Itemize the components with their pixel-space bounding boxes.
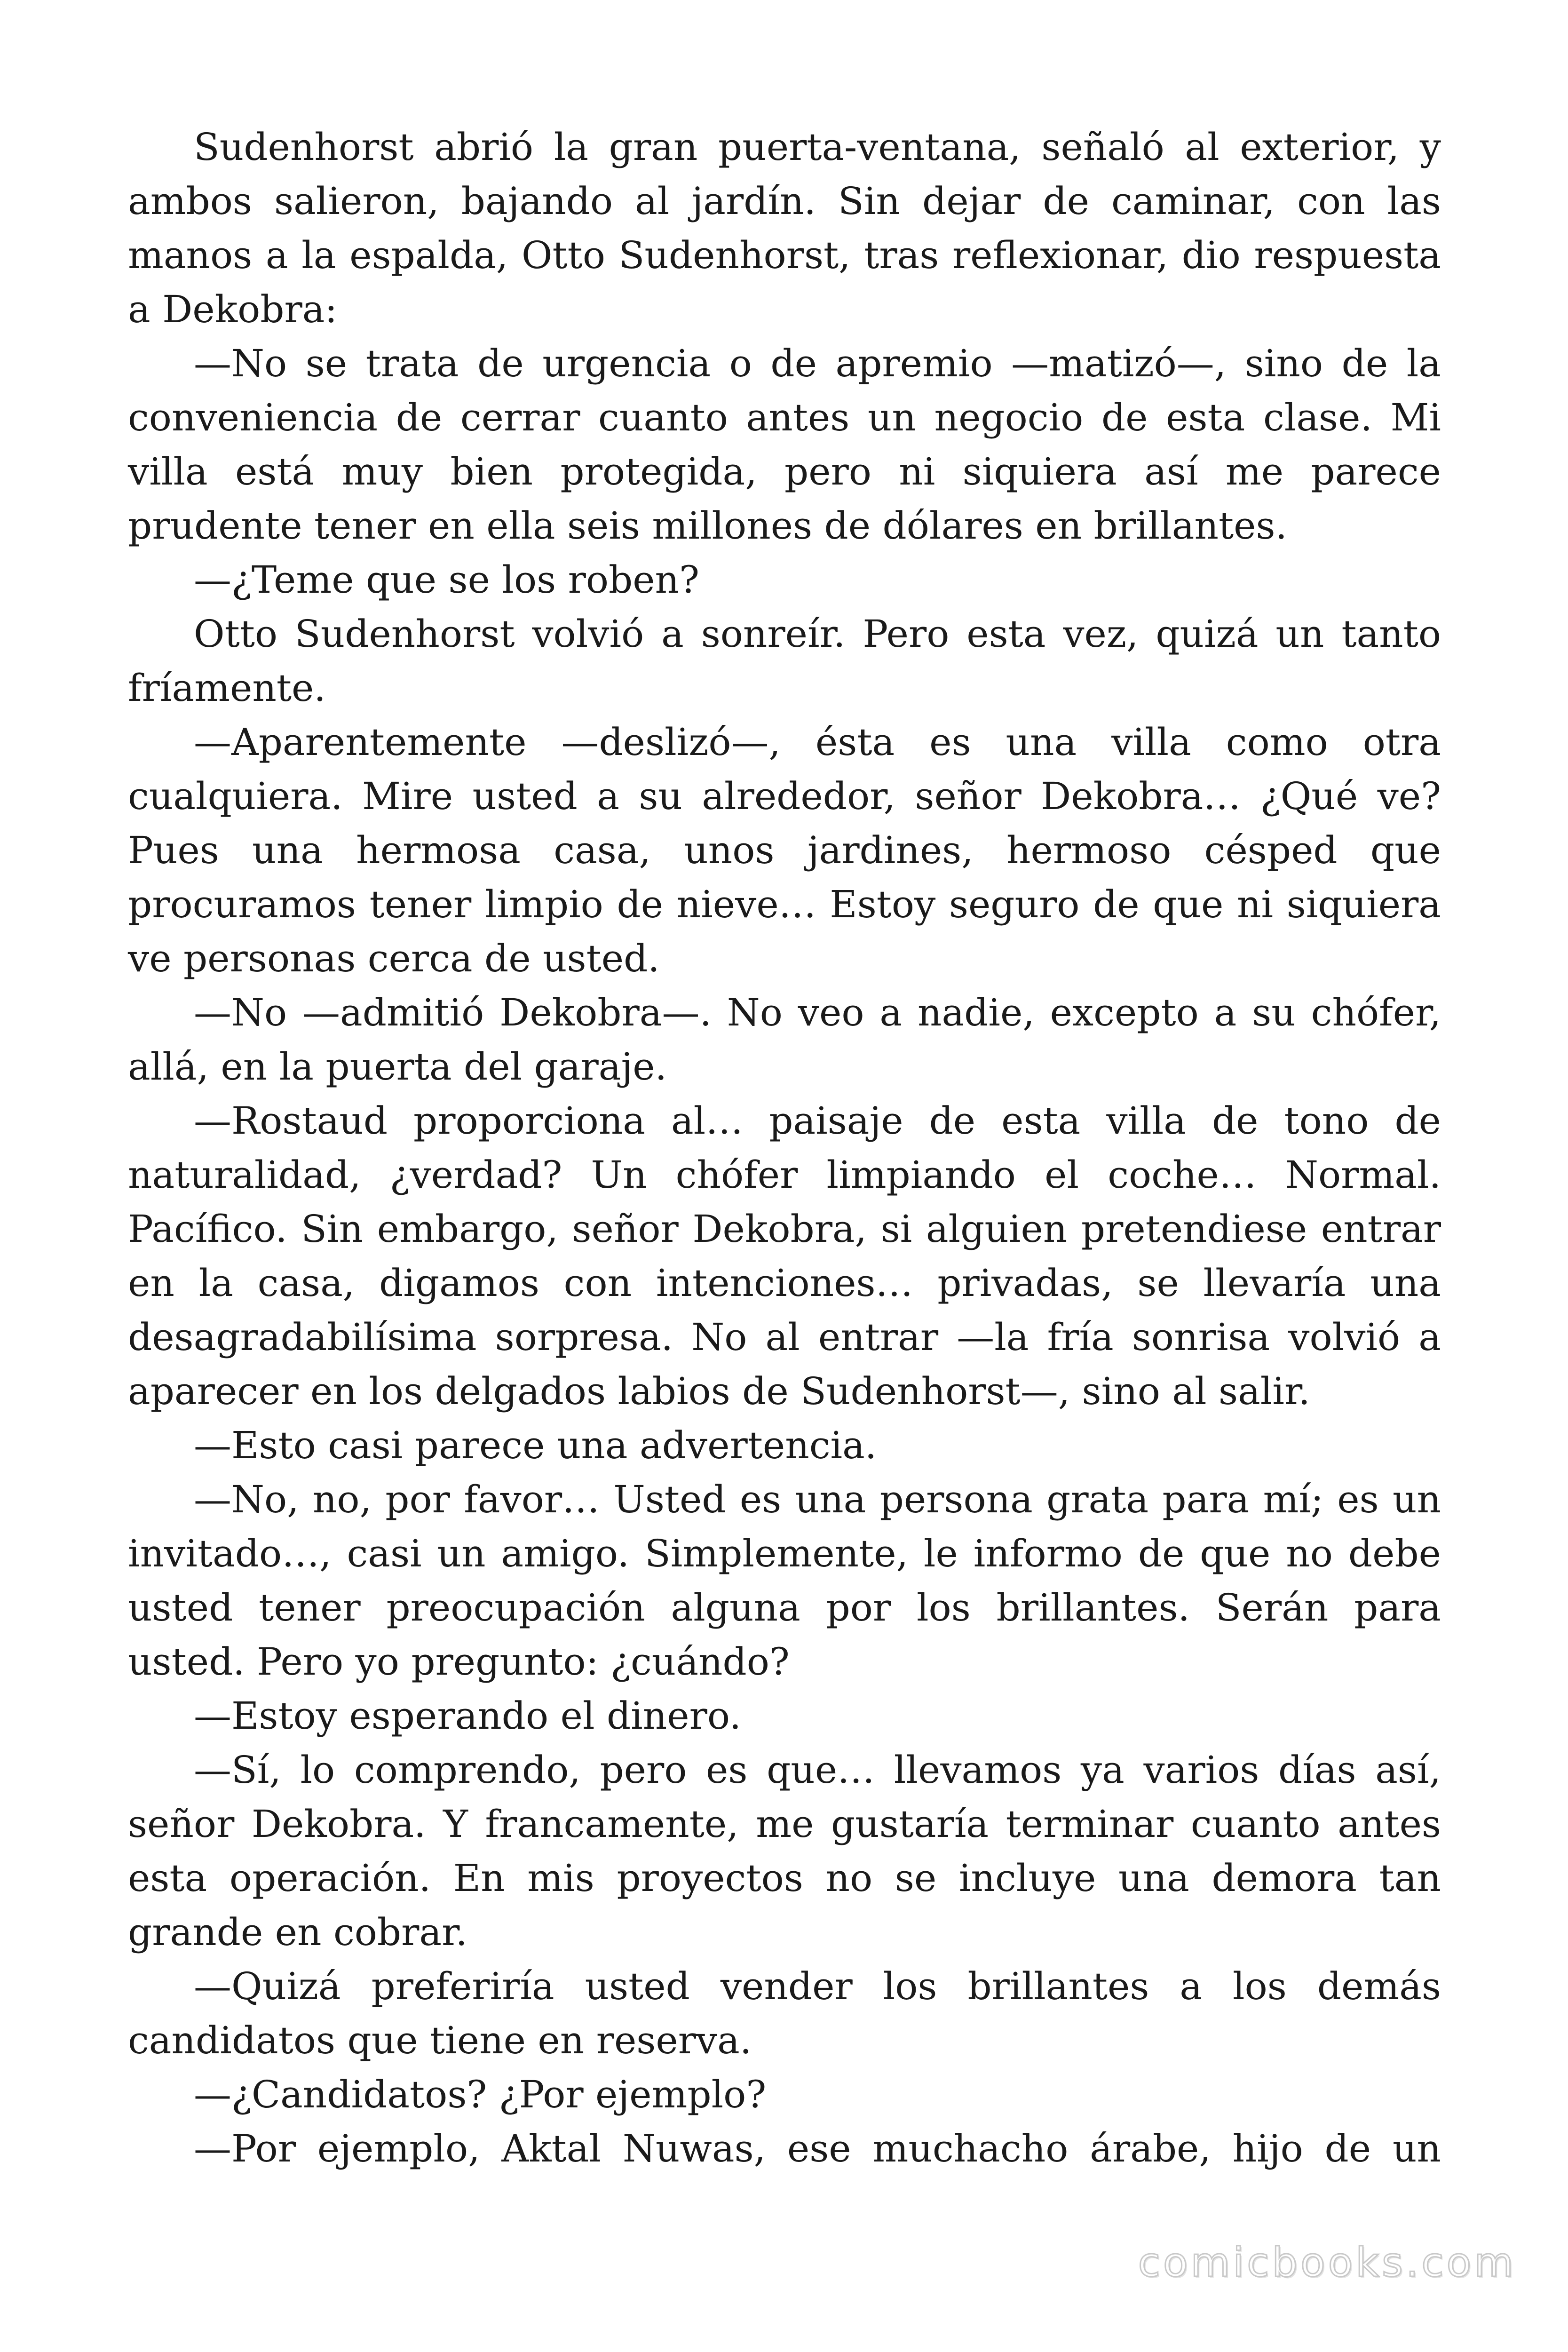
paragraph: —Esto casi parece una advertencia. — [194, 1423, 877, 1467]
paragraph: Sudenhorst abrió la gran puerta-ventana, señaló al exterior, y ambos salieron, bajando al jardín. Sin dejar de caminar, con las manos a la espalda, Otto Sudenhorst, tras reflexionar, dio respuesta a Dekobra: — [128, 125, 1441, 331]
paragraph: —Quizá preferiría usted vender los brillantes a los demás candidatos que tiene en reserva. — [128, 1964, 1441, 2062]
paragraph: —Rostaud proporciona al… paisaje de esta villa de tono de naturalidad, ¿verdad? Un chófer limpiando el coche… Normal. Pacífico. Sin embargo, señor Dekobra, si alguien pretendiese entrar en la casa, digamos con intenciones… privadas, se llevaría una desagradabilísima sorpresa. No al entrar —la fría sonrisa volvió a aparecer en los delgados labios de Sudenhorst—, sino al salir. — [128, 1099, 1441, 1413]
paragraph: —Estoy esperando el dinero. — [194, 1694, 742, 1738]
watermark: comicbooks.com — [1138, 2239, 1516, 2286]
paragraph-last: —Por ejemplo, Aktal Nuwas, ese muchacho árabe, hijo de un — [194, 2127, 1441, 2170]
paragraph: —No se trata de urgencia o de apremio —matizó—, sino de la conveniencia de cerrar cuanto antes un negocio de esta clase. Mi villa está muy bien protegida, pero ni siquiera así me parece prudente tener en ella seis millones de dólares en brillantes. — [128, 342, 1441, 548]
body-text — [128, 120, 1441, 2176]
paragraph: —No —admitió Dekobra—. No veo a nadie, excepto a su chófer, allá, en la puerta del garaje. — [128, 991, 1441, 1089]
paragraph: —¿Candidatos? ¿Por ejemplo? — [194, 2073, 767, 2116]
paragraph: —¿Teme que se los roben? — [194, 558, 699, 602]
paragraph: —No, no, por favor… Usted es una persona grata para mí; es un invitado…, casi un amigo. Simplemente, le informo de que no debe usted tener preocupación alguna por los brillantes. Serán para usted. Pero yo pregunto: ¿cuándo? — [128, 1478, 1441, 1684]
paragraph: —Sí, lo comprendo, pero es que… llevamos ya varios días así, señor Dekobra. Y francamente, me gustaría terminar cuanto antes esta operación. En mis proyectos no se incluye una demora tan grande en cobrar. — [128, 1748, 1441, 1954]
paragraph: —Aparentemente —deslizó—, ésta es una villa como otra cualquiera. Mire usted a su alrededor, señor Dekobra… ¿Qué ve? Pues una hermosa casa, unos jardines, hermoso césped que procuramos tener limpio de nieve… Estoy seguro de que ni siquiera ve personas cerca de usted. — [128, 720, 1441, 980]
paragraph: Otto Sudenhorst volvió a sonreír. Pero esta vez, quizá un tanto fríamente. — [128, 612, 1441, 710]
